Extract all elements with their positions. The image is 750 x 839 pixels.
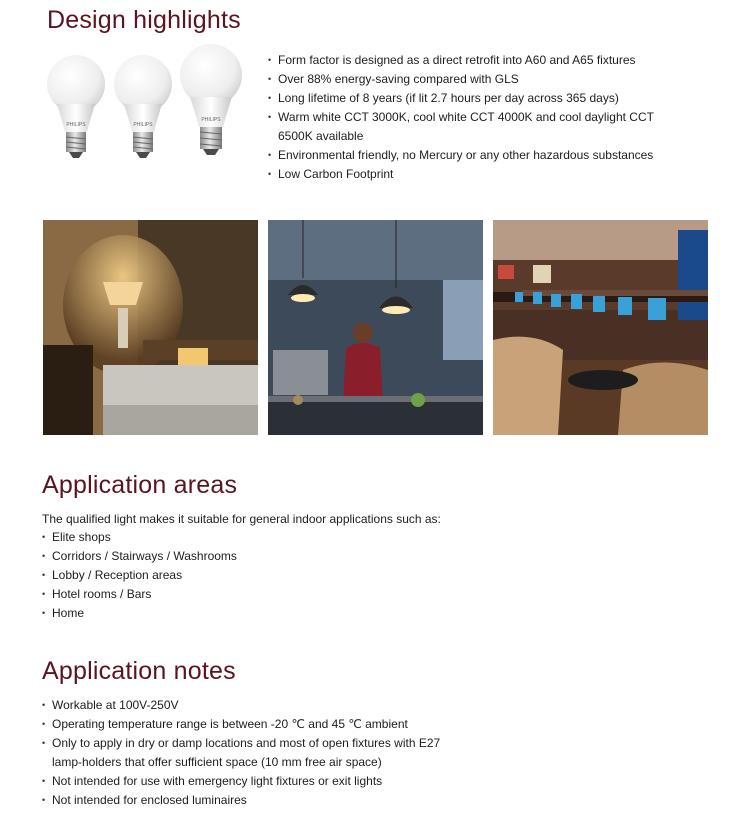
list-item: • Only to apply in dry or damp locations and most of open fixtures with E27 lamp-holders that offer sufficient space (10 mm free air space): [42, 734, 452, 772]
application-areas-list: [42, 528, 462, 623]
kitchen-photo: [268, 220, 483, 435]
list-item: • Elite shops: [42, 528, 462, 547]
design-highlights-list: [268, 51, 678, 184]
hotel-bar-photo: [493, 220, 708, 435]
list-item: • Hotel rooms / Bars: [42, 585, 462, 604]
application-notes-title: Application notes: [42, 657, 236, 685]
svg-text:PHILIPS: PHILIPS: [66, 122, 86, 128]
list-item: • Warm white CCT 3000K, cool white CCT 4000K and cool daylight CCT 6500K available: [268, 108, 673, 146]
svg-text:PHILIPS: PHILIPS: [201, 117, 221, 123]
list-item: • Form factor is designed as a direct retrofit into A60 and A65 fixtures: [268, 51, 678, 70]
hotel-bedroom-photo: [43, 220, 258, 435]
list-item: • Over 88% energy-saving compared with GLS: [268, 70, 678, 89]
application-areas-title: Application areas: [42, 471, 238, 499]
list-item: • Lobby / Reception areas: [42, 566, 462, 585]
list-item: • Environmental friendly, no Mercury or any other hazardous substances: [268, 146, 678, 165]
list-item: • Not intended for enclosed luminaires: [42, 791, 462, 810]
list-item: • Long lifetime of 8 years (if lit 2.7 hours per day across 365 days): [268, 89, 678, 108]
svg-text:PHILIPS: PHILIPS: [133, 122, 153, 128]
list-item: • Corridors / Stairways / Washrooms: [42, 547, 462, 566]
list-item: • Home: [42, 604, 462, 623]
list-item: • Workable at 100V-250V: [42, 696, 462, 715]
bulb-3: [180, 44, 242, 155]
list-item: • Low Carbon Footprint: [268, 165, 678, 184]
design-highlights-title: Design highlights: [47, 6, 241, 34]
application-notes-list: [42, 696, 462, 810]
list-item: • Not intended for use with emergency light fixtures or exit lights: [42, 772, 462, 791]
led-bulbs-image: [40, 40, 250, 165]
application-areas-intro: The qualified light makes it suitable for general indoor applications such as:: [42, 512, 441, 526]
bulb-1: [47, 55, 105, 158]
bulb-2: [114, 55, 172, 158]
list-item: • Operating temperature range is between -20 ℃ and 45 ℃ ambient: [42, 715, 462, 734]
